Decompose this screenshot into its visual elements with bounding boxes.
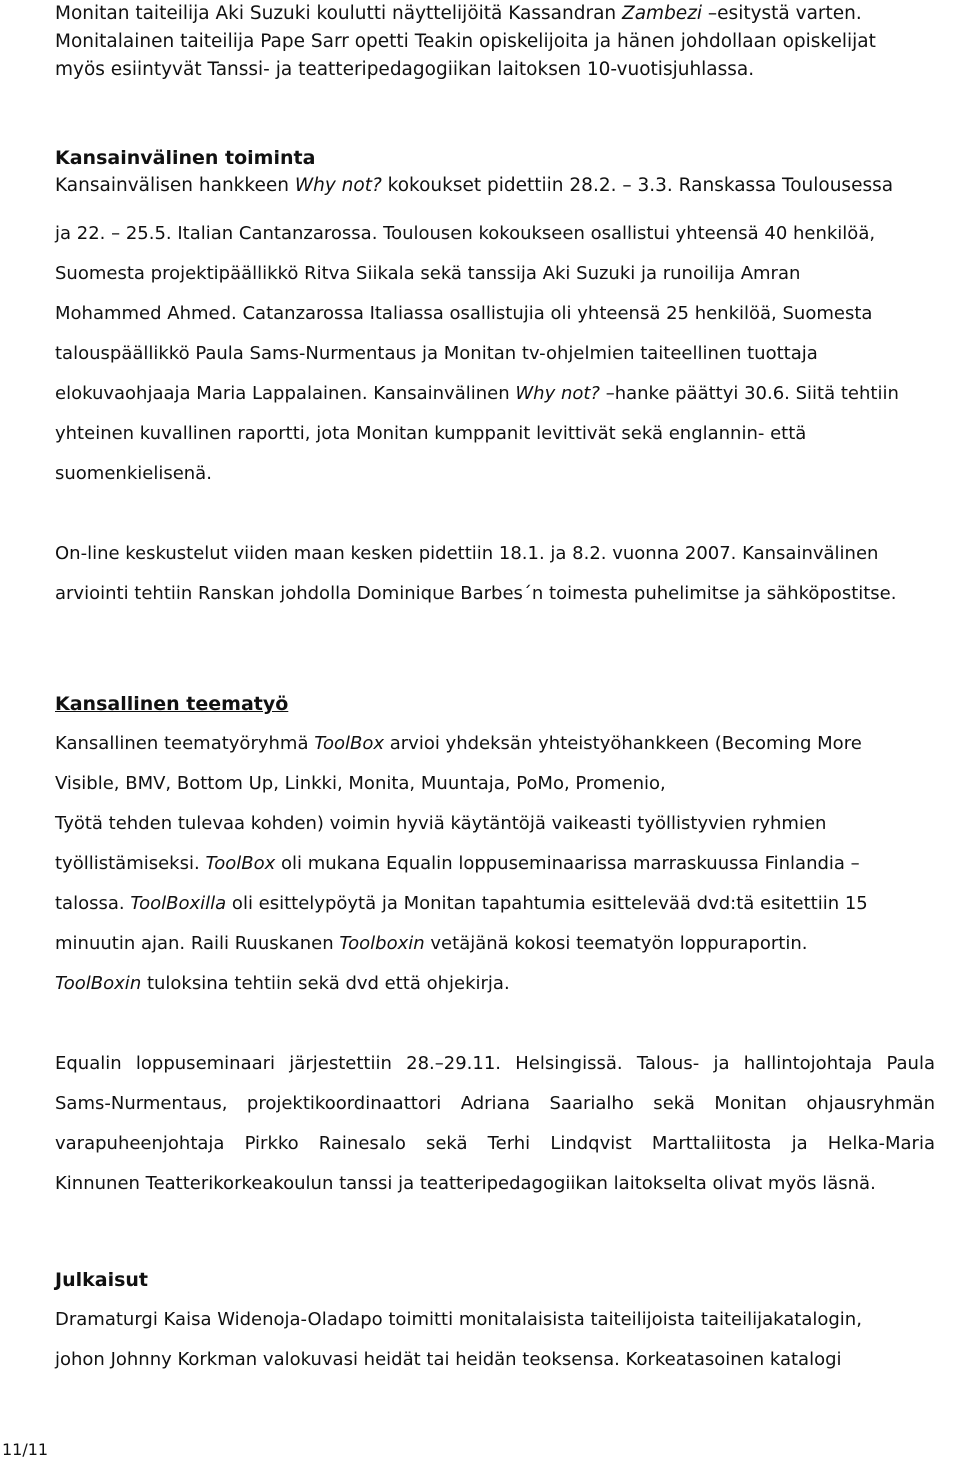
text-run: elokuvaohjaaja Maria Lappalainen. Kansainvälinen	[55, 383, 516, 404]
text-line: Sams-Nurmentaus, projektikoordinaattori Adriana Saarialho sekä Monitan ohjausryhmän	[55, 1093, 935, 1114]
text-line: Mohammed Ahmed. Catanzarossa Italiassa osallistujia oli yhteensä 25 henkilöä, Suomesta	[55, 303, 873, 324]
text-run: minuutin ajan. Raili Ruuskanen	[55, 933, 340, 954]
text-run: talossa.	[55, 893, 131, 914]
text-run: oli mukana Equalin loppuseminaarissa marraskuussa Finlandia –	[275, 853, 860, 874]
text-run: –esitystä varten.	[702, 3, 862, 24]
text-line	[55, 964, 935, 1004]
text-line: suomenkielisenä.	[55, 463, 212, 484]
section-national	[55, 684, 935, 1004]
paragraph-equal-seminar	[55, 1044, 935, 1204]
italic-title: ToolBox	[314, 733, 385, 754]
italic-title: Zambezi	[622, 3, 703, 24]
text-line: johon Johnny Korkman valokuvasi heidät tai heidän teoksensa. Korkeatasoinen katalogi	[55, 1349, 842, 1370]
text-line: Visible, BMV, Bottom Up, Linkki, Monita, Muuntaja, PoMo, Promenio,	[55, 773, 666, 794]
italic-title: ToolBoxin	[55, 973, 142, 994]
section-international	[55, 144, 935, 200]
text-line	[55, 374, 935, 414]
text-line: Dramaturgi Kaisa Widenoja-Oladapo toimitti monitalaisista taiteilijoista taiteilijakatalogin,	[55, 1309, 862, 1330]
text-line: varapuheenjohtaja Pirkko Rainesalo sekä Terhi Lindqvist Marttaliitosta ja Helka-Maria	[55, 1133, 935, 1154]
heading-international: Kansainvälinen toiminta	[55, 147, 316, 169]
text-line	[55, 0, 935, 28]
text-line: arviointi tehtiin Ranskan johdolla Dominique Barbes´n toimesta puhelimitse ja sähköpostitse.	[55, 583, 897, 604]
italic-title: ToolBox	[205, 853, 276, 874]
text-line: ja 22. – 25.5. Italian Cantanzarossa. Toulousen kokoukseen osallistui yhteensä 40 henkilöä,	[55, 223, 876, 244]
text-line: myös esiintyvät Tanssi- ja teatteripedagogiikan laitoksen 10-vuotisjuhlassa.	[55, 59, 755, 80]
text-line	[55, 844, 935, 884]
text-line: Monitalainen taiteilija Pape Sarr opetti Teakin opiskelijoita ja hänen johdollaan opiskelijat	[55, 31, 876, 52]
text-run: –hanke päättyi 30.6. Siitä tehtiin	[599, 383, 899, 404]
text-line	[55, 724, 935, 764]
text-run: työllistämiseksi.	[55, 853, 206, 874]
text-line: talouspäällikkö Paula Sams-Nurmentaus ja Monitan tv-ohjelmien taiteellinen tuottaja	[55, 343, 818, 364]
text-line: Kinnunen Teatterikorkeakoulun tanssi ja teatteripedagogiikan laitokselta olivat myös läsnä.	[55, 1173, 876, 1194]
text-run: vetäjänä kokosi teematyön loppuraportin.	[424, 933, 808, 954]
paragraph-international-meetings	[55, 214, 935, 494]
italic-title: ToolBoxilla	[130, 893, 227, 914]
text-run: oli esittelypöytä ja Monitan tapahtumia esittelevää dvd:tä esitettiin 15	[226, 893, 868, 914]
italic-title: Why not?	[515, 383, 600, 404]
text-run: kokoukset pidettiin 28.2. – 3.3. Ranskassa Toulousessa	[381, 175, 894, 196]
text-line	[55, 924, 935, 964]
page-number: 11/11	[2, 1440, 49, 1459]
text-line	[55, 172, 935, 200]
text-run: arvioi yhdeksän yhteistyöhankkeen (Becoming More	[384, 733, 862, 754]
text-line	[55, 884, 935, 924]
text-line: Equalin loppuseminaari järjestettiin 28.–29.11. Helsingissä. Talous- ja hallintojohtaja Paula	[55, 1053, 935, 1074]
text-line: Työtä tehden tulevaa kohden) voimin hyviä käytäntöjä vaikeasti työllistyvien ryhmien	[55, 813, 827, 834]
text-run: Kansainvälisen hankkeen	[55, 175, 295, 196]
italic-title: Why not?	[294, 175, 382, 196]
text-run: Kansallinen teematyöryhmä	[55, 733, 315, 754]
heading-national: Kansallinen teematyö	[55, 693, 289, 715]
text-line: Suomesta projektipäällikkö Ritva Siikala sekä tanssija Aki Suzuki ja runoilija Amran	[55, 263, 801, 284]
paragraph-online-discussions	[55, 534, 935, 614]
text-run: Monitan taiteilija Aki Suzuki koulutti näyttelijöitä Kassandran	[55, 3, 623, 24]
text-run: tuloksina tehtiin sekä dvd että ohjekirja.	[141, 973, 510, 994]
text-line: On-line keskustelut viiden maan kesken pidettiin 18.1. ja 8.2. vuonna 2007. Kansainvälinen	[55, 543, 879, 564]
paragraph-artist-training	[55, 0, 935, 84]
text-line: yhteinen kuvallinen raportti, jota Monitan kumppanit levittivät sekä englannin- että	[55, 423, 807, 444]
heading-publications: Julkaisut	[55, 1269, 148, 1291]
italic-title: Toolboxin	[339, 933, 425, 954]
section-publications	[55, 1260, 935, 1380]
